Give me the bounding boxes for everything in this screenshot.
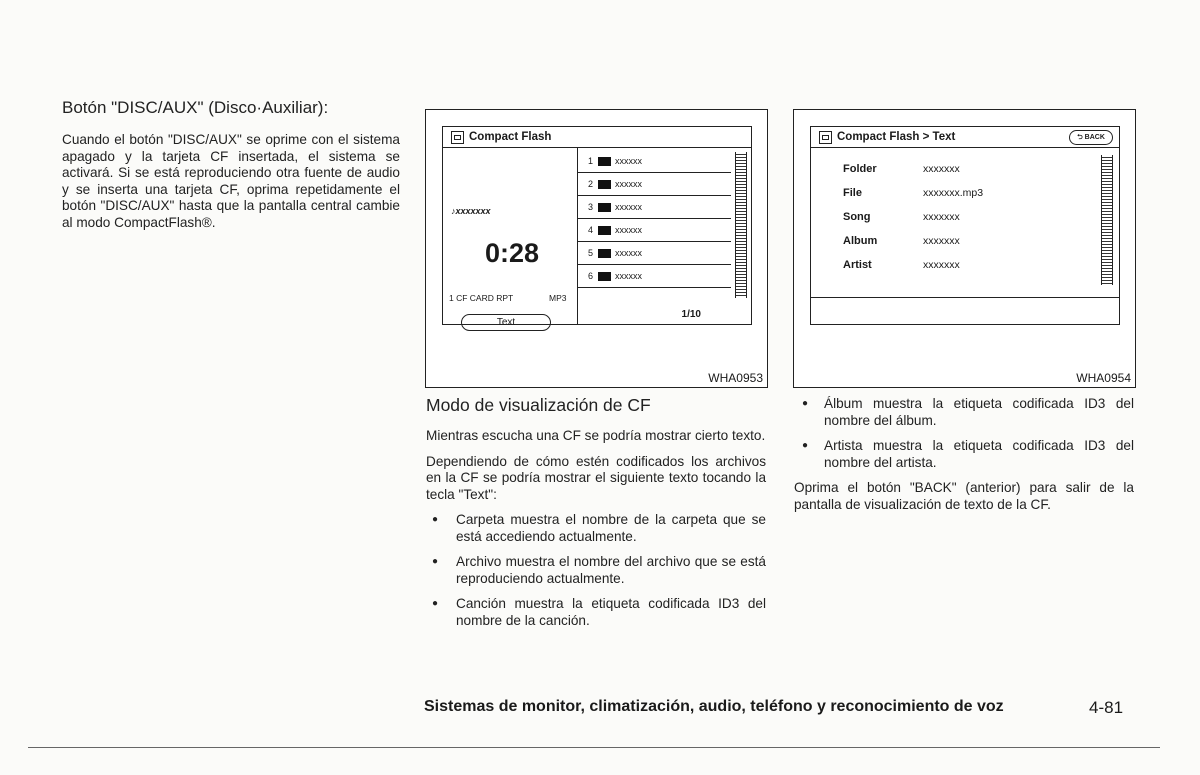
cf-card-icon <box>819 131 832 144</box>
now-playing-pane <box>443 148 577 328</box>
screen-title: Compact Flash > Text <box>837 131 956 143</box>
screen-titlebar <box>443 127 751 148</box>
list-item: ● Canción muestra la etiqueta codificada ID3 del nombre de la canción. <box>426 596 766 629</box>
info-row <box>843 205 1079 229</box>
folder-icon <box>598 272 611 281</box>
folder-name: xxxxxx <box>615 225 642 235</box>
play-time: 0:28 <box>485 238 540 268</box>
folder-name: xxxxxx <box>615 271 642 281</box>
divider <box>811 297 1119 298</box>
info-row <box>843 157 1079 181</box>
paragraph: Cuando el botón "DISC/AUX" se oprime con el sistema apagado y la tarjeta CF insertada, el sistema se activará. Si se está reproduciendo otra fuente de audio y se inserta una tarjeta CF, oprima repetidamente el botón "DISC/AUX" hasta que la pantalla central cambie al modo CompactFlash®. <box>62 132 400 230</box>
back-button[interactable]: ⮌ BACK <box>1069 130 1113 145</box>
info-value: xxxxxxx <box>923 235 960 247</box>
folder-name: xxxxxx <box>615 248 642 258</box>
folder-row[interactable] <box>578 196 731 219</box>
info-row <box>843 229 1079 253</box>
folder-row[interactable] <box>578 242 731 265</box>
list-item: ● Artista muestra la etiqueta codificada ID3 del nombre del artista. <box>794 438 1134 471</box>
cf-text-screen <box>810 126 1120 325</box>
section-heading: Modo de visualización de CF <box>426 395 651 415</box>
figure-code: WHA0953 <box>708 371 763 385</box>
paragraph: Mientras escucha una CF se podría mostrar cierto texto. <box>426 428 766 443</box>
cf-text-description <box>794 396 1134 522</box>
page-indicator: 1/10 <box>681 309 701 320</box>
folder-icon <box>598 226 611 235</box>
text-button[interactable]: Text <box>461 314 551 331</box>
cf-card-status: 1 CF CARD RPT <box>449 293 514 303</box>
page-number: 4-81 <box>1089 698 1124 717</box>
cf-display-description <box>426 428 766 638</box>
info-key: Folder <box>843 163 877 175</box>
folder-name: xxxxxx <box>615 179 642 189</box>
disc-aux-description <box>62 132 400 240</box>
folder-number: 3 <box>588 202 594 212</box>
text-info-list <box>843 157 1079 277</box>
cf-card-icon <box>451 131 464 144</box>
info-row <box>843 253 1079 277</box>
info-row <box>843 181 1079 205</box>
info-value: xxxxxxx.mp3 <box>923 187 984 199</box>
figure-compact-flash <box>425 109 768 388</box>
folder-name: xxxxxx <box>615 156 642 166</box>
folder-list-pane <box>577 148 751 324</box>
screen-titlebar <box>811 127 1119 148</box>
list-item: ● Álbum muestra la etiqueta codificada ID3 del nombre del álbum. <box>794 396 1134 429</box>
footer-rule <box>28 747 1160 748</box>
bullet-list <box>426 512 766 629</box>
folder-icon <box>598 180 611 189</box>
format-label: MP3 <box>549 293 567 303</box>
list-item: ● Carpeta muestra el nombre de la carpeta que se está accediendo actualmente. <box>426 512 766 545</box>
info-value: xxxxxxx <box>923 211 960 223</box>
folder-number: 1 <box>588 156 594 166</box>
back-label: BACK <box>1084 134 1105 141</box>
screen-title: Compact Flash <box>469 131 552 143</box>
info-key: Album <box>843 235 878 247</box>
folder-list <box>578 150 731 288</box>
folder-name: xxxxxx <box>615 202 642 212</box>
folder-row[interactable] <box>578 173 731 196</box>
info-key: Artist <box>843 259 872 271</box>
info-value: xxxxxxx <box>923 259 960 271</box>
folder-icon <box>598 249 611 258</box>
folder-number: 2 <box>588 179 594 189</box>
cf-screen <box>442 126 752 328</box>
info-key: Song <box>843 211 871 223</box>
folder-number: 5 <box>588 248 594 258</box>
list-item: ● Archivo muestra el nombre del archivo que se está reproduciendo actualmente. <box>426 554 766 587</box>
folder-icon <box>598 157 611 166</box>
folder-row[interactable] <box>578 150 731 173</box>
folder-row[interactable] <box>578 219 731 242</box>
info-value: xxxxxxx <box>923 163 960 175</box>
figure-cf-text <box>793 109 1136 388</box>
paragraph: Oprima el botón "BACK" (anterior) para salir de la pantalla de visualización de texto de la CF. <box>794 480 1134 512</box>
scrollbar[interactable] <box>1101 155 1113 285</box>
scrollbar[interactable] <box>735 152 747 298</box>
footer-title: Sistemas de monitor, climatización, audio, teléfono y reconocimiento de voz <box>424 698 1004 715</box>
track-name: ♪xxxxxxx <box>451 206 491 216</box>
bullet-list <box>794 396 1134 471</box>
section-heading: Botón "DISC/AUX" (Disco·Auxiliar): <box>62 98 329 117</box>
info-key: File <box>843 187 862 199</box>
folder-number: 4 <box>588 225 594 235</box>
folder-icon <box>598 203 611 212</box>
paragraph: Dependiendo de cómo estén codificados los archivos en la CF se podría mostrar el siguiente texto tocando la tecla "Text": <box>426 453 766 502</box>
folder-row[interactable] <box>578 265 731 288</box>
figure-code: WHA0954 <box>1076 371 1131 385</box>
folder-number: 6 <box>588 271 594 281</box>
